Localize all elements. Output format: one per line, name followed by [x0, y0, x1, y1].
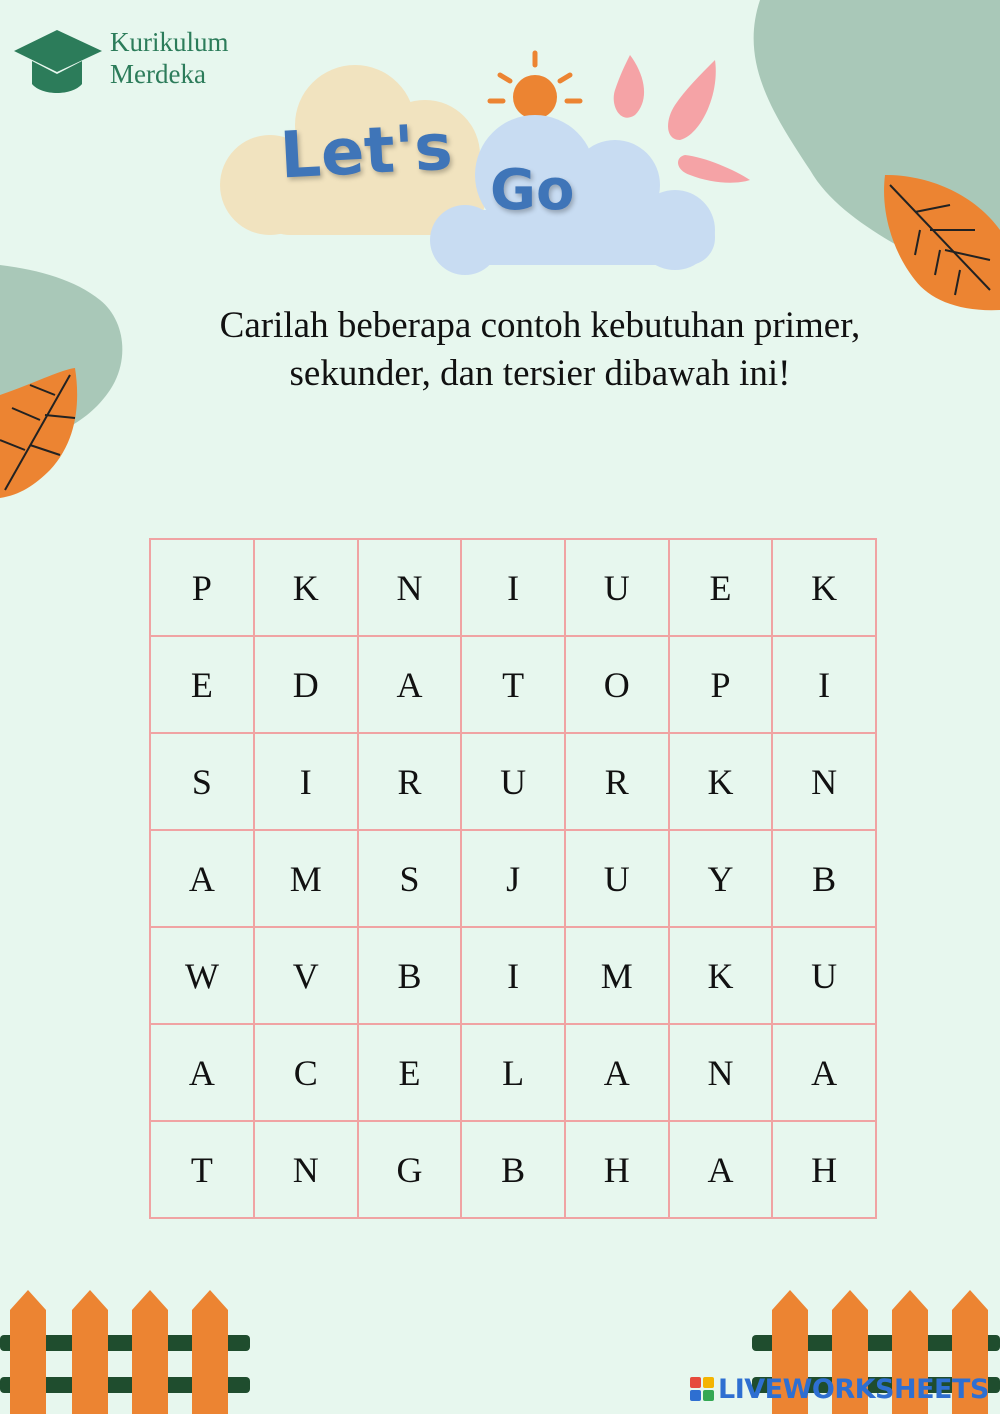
liveworksheets-watermark	[690, 1372, 995, 1406]
grid-cell[interactable]: C	[254, 1024, 358, 1121]
grid-cell[interactable]: K	[254, 539, 358, 636]
fence-left-icon	[0, 1285, 255, 1414]
grid-cell[interactable]: S	[358, 830, 462, 927]
watermark-text: LIVEWORKSHEETS	[718, 1373, 989, 1405]
grid-cell[interactable]: I	[461, 539, 565, 636]
grid-cell[interactable]: T	[150, 1121, 254, 1218]
grid-cell[interactable]: K	[772, 539, 876, 636]
grid-cell[interactable]: U	[565, 539, 669, 636]
grid-cell[interactable]: G	[358, 1121, 462, 1218]
grid-cell[interactable]: M	[254, 830, 358, 927]
grid-cell[interactable]: L	[461, 1024, 565, 1121]
grid-cell[interactable]: A	[150, 830, 254, 927]
instruction-line2: sekunder, dan tersier dibawah ini!	[289, 353, 791, 395]
grid-cell[interactable]: N	[669, 1024, 773, 1121]
grid-cell[interactable]: U	[565, 830, 669, 927]
hero-title-go: Go	[490, 158, 575, 223]
sun-icon	[490, 53, 580, 119]
word-search-grid	[149, 538, 877, 1219]
grid-row	[150, 636, 876, 733]
grid-cell[interactable]: U	[772, 927, 876, 1024]
grid-cell[interactable]: A	[150, 1024, 254, 1121]
grid-cell[interactable]: E	[358, 1024, 462, 1121]
grid-cell[interactable]: P	[150, 539, 254, 636]
hero-title: Let's	[278, 110, 455, 194]
grid-cell[interactable]: N	[358, 539, 462, 636]
grid-cell[interactable]: K	[669, 927, 773, 1024]
liveworksheets-logo-icon	[690, 1377, 714, 1401]
grid-cell[interactable]: I	[254, 733, 358, 830]
grid-cell[interactable]: E	[669, 539, 773, 636]
grid-cell[interactable]: N	[772, 733, 876, 830]
grid-cell[interactable]: S	[150, 733, 254, 830]
grid-cell[interactable]: W	[150, 927, 254, 1024]
grid-cell[interactable]: A	[772, 1024, 876, 1121]
grid-row	[150, 927, 876, 1024]
grid-cell[interactable]: N	[254, 1121, 358, 1218]
brand-line1: Kurikulum	[110, 27, 229, 57]
grid-row	[150, 539, 876, 636]
grid-row	[150, 1024, 876, 1121]
grid-cell[interactable]: A	[565, 1024, 669, 1121]
grid-cell[interactable]: I	[461, 927, 565, 1024]
grid-cell[interactable]: O	[565, 636, 669, 733]
brand-line2: Merdeka	[110, 59, 206, 90]
grid-cell[interactable]: M	[565, 927, 669, 1024]
grid-cell[interactable]: E	[150, 636, 254, 733]
grid-cell[interactable]: B	[358, 927, 462, 1024]
grid-cell[interactable]: Y	[669, 830, 773, 927]
grid-cell[interactable]: V	[254, 927, 358, 1024]
grid-row	[150, 733, 876, 830]
grid-cell[interactable]: B	[461, 1121, 565, 1218]
grid-cell[interactable]: D	[254, 636, 358, 733]
grid-cell[interactable]: U	[461, 733, 565, 830]
grid-cell[interactable]: H	[565, 1121, 669, 1218]
grid-cell[interactable]: A	[358, 636, 462, 733]
grid-cell[interactable]: I	[772, 636, 876, 733]
grid-row	[150, 1121, 876, 1218]
grid-cell[interactable]: P	[669, 636, 773, 733]
grid-cell[interactable]: R	[565, 733, 669, 830]
instruction-line1: Carilah beberapa contoh kebutuhan primer,	[219, 305, 861, 346]
grid-cell[interactable]: T	[461, 636, 565, 733]
grid-row	[150, 830, 876, 927]
grid-cell[interactable]: R	[358, 733, 462, 830]
instruction-text	[100, 302, 980, 398]
grid-cell[interactable]: A	[669, 1121, 773, 1218]
grid-cell[interactable]: K	[669, 733, 773, 830]
grid-cell[interactable]: H	[772, 1121, 876, 1218]
grid-cell[interactable]: B	[772, 830, 876, 927]
grid-cell[interactable]: J	[461, 830, 565, 927]
